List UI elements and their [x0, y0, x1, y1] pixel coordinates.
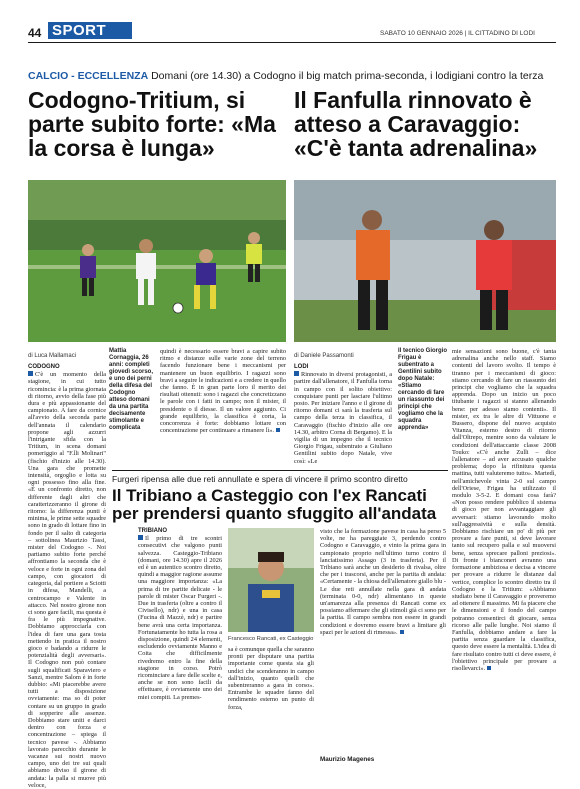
article2-caption: Il tecnico Giorgio Frigau è subentrato a Gentilini subito dopo Natale: «Stiamo cercando di fare un riassunto dei principi che vogliamo che la squadra apprenda» — [398, 348, 448, 431]
article3-photo-caption: Francesco Rancati, ex Casteggio — [228, 636, 314, 642]
article2-body-2: mie sensazioni sono buone, c'è tanta adrenalina anche nello staff. Siamo contenti del lavoro svolto. Il tempo è tiranno per i meccanismi di gioco: stiamo cercando di fare un riassunto dei principi che vogliamo che la squadra apprenda. Dopo un inizio un poco titubante i ragazzi si stanno allenando bene: per adesso siamo contenti». Il mister, ex tra le altre di Vittuone e Bussero, dispone del nuovo acquisto Vitanza, esterno destro di ritorno dall'Oltrepo, mentre sono da valutare le condizioni dell'attaccante classe 2008 Touko: «C'è anche Zulli – dice l'allenatore – ad aver accusato qualche problema; dopo la rifinitura questa mattina, tutti valuteremo tutto». Martedì, nell'amichevole vinta 2-0 sul campo dell'Oriese, Frigau ha utilizzato il modulo 3-5-2. E domani cosa farà? «Non posso rendere pubblico il sistema di gioco per non avvantaggiare gli avversari: stiamo lavorando molto sull'aggressività e sulla densità. Dobbiamo rischiare un po' di più per provare a fare punti, si deve lavorare tanto sul recupero palla e sul muoversi bene, senza sprecare palloni preziosi». Di fronte i bianconeri avranno una formazione ambiziosa e decisa a vincere per provare a ridurre le distanze dal vertice, complice lo scontro diretto tra il Codogno e la Tritium: «Abbiamo studiato bene il Caravaggio e proveremo ad ottenere il massimo. Mi fa piacere che le dimensioni e il fondo del campo potranno consentirci di giocare, senza ricorso alle palle lunghe. Noi siamo il Fanfulla, dobbiamo andare a fare la partita senza guardare la classifica, questo deve essere la mentalità. L'idea di fare risultato contro tutti ci deve essere, è l'obiettivo principale per provare a risollevarci». — [452, 348, 556, 672]
article1-column-2 — [160, 348, 286, 468]
article-start-marker — [294, 371, 299, 376]
article1-body-2: quindi è necessario essere bravi a capire subito ritmo e distanze sulle varie zone del terreno facendo funzionare bene i meccanismi per mantenere un buon equilibrio. I ragazzi sono bravi a seguire le indicazioni e a credere in quello che fanno. È in gran parte loro il merito dei risultati ottenuti: sono i ragazzi che concretizzano le parole con i fatti in campo; non il mister, il presidente o il diesse. Il un valore aggiunto. Ci grande equilibrio, la classifica è corta, la concorrenza è forte: dobbiamo lottare con concentrazione per continuare a rimanere lì». — [160, 348, 286, 435]
section-title: SPORT — [48, 22, 132, 39]
article-start-marker — [138, 535, 143, 540]
article3-rule — [112, 470, 448, 471]
article2-photo-credit: di Daniele Passamonti — [294, 353, 354, 359]
article3-column-2 — [228, 646, 314, 766]
dateline: SABATO 10 GENNAIO 2026 | IL CITTADINO DI LODI — [380, 30, 535, 37]
header-rule — [28, 42, 556, 43]
photo-codogno-match — [28, 180, 286, 342]
photo-fanfulla-coach — [294, 180, 556, 342]
kicker-text: Domani (ore 14.30) a Codogno il big match prima-seconda, i lodigiani contro la terza — [151, 70, 544, 82]
article3-headline: Il Tribiano a Casteggio con l'ex Rancati per prendersi quanto sfuggito all'andata — [112, 486, 437, 523]
article1-photo-credit: di Luca Mallamaci — [28, 353, 77, 359]
article2-location: LODI — [294, 364, 309, 370]
photo-fanfulla-coach-image — [294, 180, 556, 342]
article3-location: TRIBIANO — [138, 528, 167, 534]
article2-body-1: Rinnovato in diversi protagonisti, a partire dall'allenatore, il Fanfulla torna in campo con il solito obiettivo: conquistare punti per lasciare l'ultimo posto. Per iniziare l'anno e il girone di ritorno domani ci sarà la trasferta sul campo della terza in classifica, il Caravaggio (fischio d'inizio alle ore 14.30, arbitro Corna di Bergamo). E la vigilia di un impegno che il tecnico Giorgio Frigau, subentrato a Giuliano Gentilini subito dopo Natale, vive così: «Le — [294, 371, 392, 465]
article1-column-1 — [28, 364, 106, 789]
article1-location: CODOGNO — [28, 364, 60, 370]
article3-body-3: visto che la formazione pavese in casa ha perso 5 volte, ne ha pareggiate 3, perdendo contro Codogno e Caravaggio, e vinto la prima gara in campionato proprio nell'ultimo turno contro il lanciatissimo Assago (3 in trasferta). Per il Tribiano sarà anche un desiderio di rivalsa, oltre che per i trascorsi, anche per la partita di andata: «Certamente - la chiosa dell'allenatore giallo blu - Le due reti annullate nella gara di andata (terminata 0-0, ndr) alimentano in queste un'amarezza alla presenza di Rancati come ex possiamo affermare che gli stimoli già ci sono per la partita. Il campo sembra non essere in grandi condizioni e dovremo essere bravi a limitare gli spazi per le azioni di rimessa». — [320, 528, 446, 636]
article3-column-1 — [138, 528, 222, 766]
article3-subkicker: Furgeri ripensa alle due reti annullate e spera di vincere il primo scontro diretto — [112, 474, 408, 484]
article3-body-1: Il primo di tre scontri consecutivi che valgono punti salvezza. Casteggio-Tribiano (domani, ore 14.30) apre il 2026 ed è un autentico scontro diretto, quindi a maggior ragione assume una maggiore importanza: «La prima di tre partite delicate - le parole di mister Oscar Furgeri -. Due in trasferta (oltre a contro il Civisello), ndr) e una in casa (Fucina di Mazzè, ndr) e partire bene avrà una certa importanza. Fortunatamente ho tutta la rosa a disposizione, quindi 24 elementi, escludendo ovviamente Manno e Coita che difficilmente rivedremo entro la fine della stagione in corso. Potrò ricominciare a fare delle scelte e, anche se non sono facili da effettuare, è ovviamente uno dei miei compiti. La premes- — [138, 535, 222, 701]
article3-body-2: sa è comunque quella che saranno pronti per disputare una partita importante come questa sia gli undici che scenderanno in campo dall'inizio, quanto quelli che subentreranno a gara in corso». Entrambe le squadre fanno del rendimento esterno un punto di forza, — [228, 646, 314, 711]
article1-body-1: C'è un momento della stagione, in cui tutto ricomincia: è la prima giornata di ritorno, avvio della fase più dura e più appassionante del campionato. A fare da cornice all'avvio della seconda parte dell'annata il calendario propone agli azzurri l'intrigante sfida con la Tritium, in scena domani pomeriggio al "F.lli Molinari" (fischio d'inizio alle 14.30). Una gara che promette intensità, orgoglio e lotta su ogni possesso fino alla fine. «È un confronto diretto, non differente dagli altri che caratterizzeranno il girone di ritorno: la differenza punti è minima, le prime sette squadre sono in grado di lottare fino in fondo per il salto di categoria – sottolinea Maurizio Tassi, mister del Codogno -. Noi partiamo subito forte perché affrontiamo la seconda che è veloce e forte in ogni zona del campo, con giocatori di categoria, dal portiere a Sciotti in difesa, Mandelli, a centrocampo e Valente in attacco. Nel nostro girone non ci sono gare facili, ma questa è fra le più impegnative. Dobbiamo approcciarla con l'idea di fare una gara tosta mettendo in pratica il nostro gioco e badando a ridurre le potenzialità degli avversari». Il Codogno non può contare sugli squalificati Sparaviero e Sanzi, mentre Salom è in forte dubbio: «Mi piacerebbe avere tutti a disposizione ovviamente: ma so di poter contare su un gruppo in grado di sopperire alle assenze. Dobbiamo stare uniti e darci dentro con forza e concentrazione – spiega il tecnico pavese -. Abbiamo lavorato parecchio durante le vacanze sui nostri nuovo campo, uno dei tre sui quali abbiamo diviso il girone di andata: la palla si muove più veloce, — [28, 371, 106, 789]
photo-rancati-image — [228, 528, 314, 632]
article2-column-2 — [452, 348, 556, 766]
article2-headline: Il Fanfulla rinnovato è atteso a Caravaggio: «C'è tanta adrenalina» — [294, 87, 538, 161]
photo-codogno-match-image — [28, 180, 286, 342]
article2-column-1 — [294, 364, 392, 468]
article1-caption: Mattia Cornaggia, 26 anni: completi giovedì scorso, e uno dei perni della difesa del Codogno atteso domani da una partita decisamente stimolante e complicata — [109, 348, 154, 431]
article3-author: Maurizio Magenes — [320, 756, 375, 763]
article-end-marker — [276, 428, 280, 432]
article-start-marker — [28, 371, 33, 376]
article-end-marker — [400, 630, 404, 634]
photo-rancati — [228, 528, 314, 632]
page-number: 44 — [28, 26, 42, 40]
article3-column-3 — [320, 528, 446, 758]
kicker — [28, 70, 556, 83]
kicker-category: CALCIO - ECCELLENZA — [28, 70, 149, 82]
article1-headline: Codogno-Tritium, si parte subito forte: «Ma la corsa è lunga» — [28, 87, 276, 161]
article-end-marker — [487, 666, 491, 670]
